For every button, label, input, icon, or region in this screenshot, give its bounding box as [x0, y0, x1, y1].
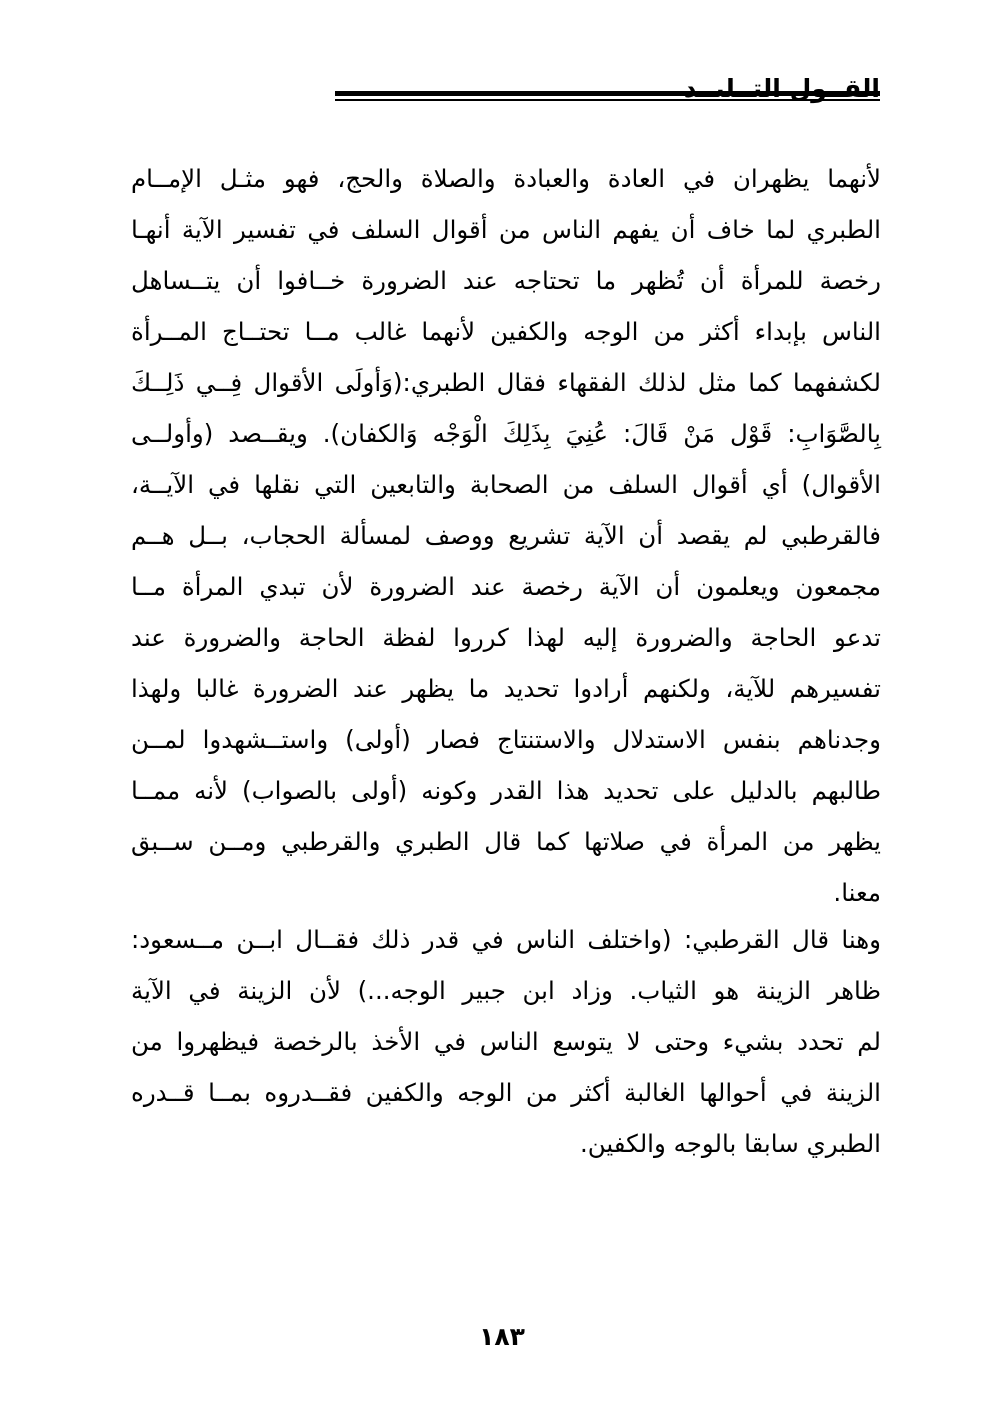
text-line: تفسيرهم للآية، ولكنهم أرادوا تحديد ما يظهر عند الضرورة غالبا ولهذا: [131, 674, 881, 703]
text-line: الطبري لما خاف أن يفهم الناس من أقوال السلف في تفسير الآية أنهـا: [131, 215, 881, 244]
text-line: رخصة للمرأة أن تُظهر ما تحتاجه عند الضرورة خــافوا أن يتــساهل: [131, 266, 881, 295]
text-line: الأقوال) أي أقوال السلف من الصحابة والتابعين التي نقلها في الآيــة،: [131, 470, 881, 499]
text-line: يظهر من المرأة في صلاتها كما قال الطبري والقرطبي ومــن ســبق: [131, 827, 881, 856]
page-number: ١٨٣: [479, 1322, 525, 1351]
text-line: لأنهما يظهران في العادة والعبادة والصلاة والحج، فهو مثـل الإمــام: [131, 164, 881, 193]
text-line: وهنا قال القرطبي: (واختلف الناس في قدر ذلك فقــال ابــن مــسعود:: [131, 925, 881, 954]
text-line: لكشفهما كما مثل لذلك الفقهاء فقال الطبري:(وَأولَى الأقوال فِــي ذَلِــكَ: [131, 368, 881, 397]
text-line: بِالصَّوَابِ: قَوْل مَنْ قَالَ: عُنِيَ بِذَلِكَ الْوَجْه وَالكفان). ويقــصد (وأولــى: [131, 419, 881, 448]
text-line: ظاهر الزينة هو الثياب. وزاد ابن جبير الوجه...) لأن الزينة في الآية: [131, 976, 881, 1005]
text-line: لم تحدد بشيء وحتى لا يتوسع الناس في الأخذ بالرخصة فيظهروا من: [131, 1027, 881, 1056]
text-line: طالبهم بالدليل على تحديد هذا القدر وكونه (أولى بالصواب) لأنه ممــا: [131, 776, 881, 805]
running-header: [130, 70, 880, 110]
text-line: الطبري سابقا بالوجه والكفين.: [579, 1129, 881, 1158]
header-rule-thick: [335, 91, 880, 96]
text-line: الزينة في أحوالها الغالبة أكثر من الوجه والكفين فقــدروه بمــا قــدره: [131, 1078, 881, 1107]
text-line: معنا.: [833, 878, 881, 907]
header-rule-thin: [335, 99, 880, 101]
text-line: وجدناهم بنفس الاستدلال والاستنتاج فصار (أولى) واستــشهدوا لمــن: [131, 725, 881, 754]
text-line: تدعو الحاجة والضرورة إليه لهذا كرروا لفظة الحاجة والضرورة عند: [131, 623, 881, 652]
header-title: القــول التــليــد: [683, 74, 880, 103]
text-line: الناس بإبداء أكثر من الوجه والكفين لأنهما غالب مــا تحتــاج المــرأة: [131, 317, 881, 346]
text-line: مجمعون ويعلمون أن الآية رخصة عند الضرورة لأن تبدي المرأة مــا: [131, 572, 881, 601]
text-line: فالقرطبي لم يقصد أن الآية تشريع ووصف لمسألة الحجاب، بــل هــم: [131, 521, 881, 550]
